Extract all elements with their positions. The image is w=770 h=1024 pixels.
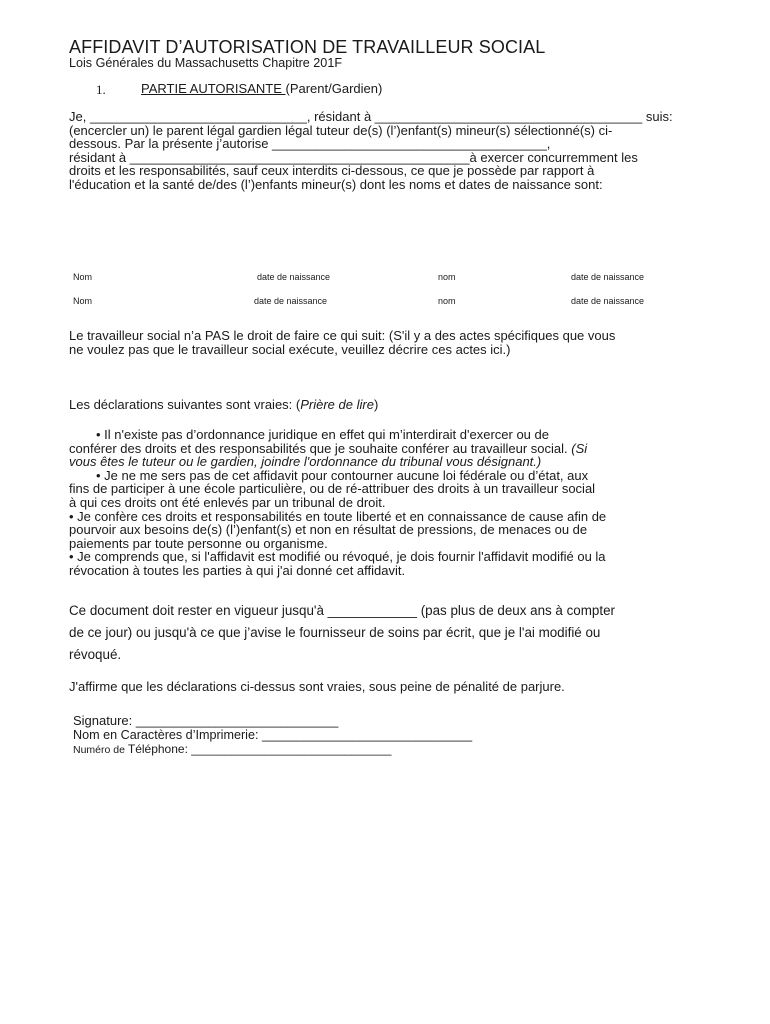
authorization-paragraph <box>69 110 673 192</box>
phone-number-line <box>73 742 391 756</box>
child-birthdate-label: date de naissance <box>257 272 331 282</box>
declaration-italic: vous êtes le tuteur ou le gardien, joindre l'ordonnance du tribunal vous désignant.) <box>69 454 542 470</box>
section-title-rest: (Parent/Gardien) <box>285 81 383 96</box>
child-name-label: Nom <box>73 272 93 282</box>
declarations-intro <box>69 397 378 412</box>
section-title-underlined: PARTIE AUTORISANTE <box>141 81 286 96</box>
child-name-label: nom <box>438 296 456 306</box>
paragraph-line: l'éducation et la santé de/des (l’)enfants mineur(s) dont les noms et dates de naissance sont: <box>69 176 603 192</box>
child-birthdate-label: date de naissance <box>571 272 645 282</box>
affirmation-statement: J'affirme que les déclarations ci-dessus sont vraies, sous peine de pénalité de parjure. <box>69 679 565 694</box>
printed-name-line: Nom en Caractères d’Imprimerie: ______________________________ <box>73 728 473 742</box>
declaration-line: pourvoir aux besoins de(s) (l’)enfant(s) et non en résultat de pressions, de menaces ou de <box>69 522 588 538</box>
declaration-item <box>69 550 606 577</box>
paragraph-line: (encercler un) le parent légal gardien légal tuteur de(s) (l’)enfant(s) mineur(s) sélectionné(s) ci- <box>69 122 613 138</box>
declaration-item <box>69 469 606 510</box>
signature-line: Signature: ____________________________ <box>73 713 339 728</box>
declaration-line: • Je comprends que, si l'affidavit est modifié ou révoqué, je dois fournir l'affidavit modifié ou la <box>69 549 606 565</box>
section-title <box>141 81 382 96</box>
declarations-intro-close: ) <box>373 397 379 412</box>
declaration-line: à qui ces droits ont été enlevés par un tribunal de droit. <box>69 494 386 510</box>
declaration-line <box>69 455 606 469</box>
child-birthdate-label: date de naissance <box>254 296 328 306</box>
paragraph-line: de ce jour) ou jusqu'à ce que j’avise le fournisseur de soins par écrit, que je l'ai modifié ou <box>69 625 601 640</box>
declarations-intro-italic: Prière de lire <box>300 397 374 412</box>
declaration-line: fins de participer à une école particulière, ou de ré-attribuer des droits à un travailleur social <box>69 481 596 497</box>
restrictions-paragraph <box>69 329 615 356</box>
declarations-list <box>69 428 606 578</box>
declaration-item <box>69 510 606 551</box>
declaration-item <box>69 428 606 469</box>
declaration-line <box>69 442 606 456</box>
validity-paragraph <box>69 600 615 666</box>
declaration-italic: (Si <box>571 440 588 456</box>
declarations-intro-text: Les déclarations suivantes sont vraies: ( <box>69 397 301 412</box>
phone-label-rest: Téléphone: ______________________________ <box>127 742 392 756</box>
paragraph-line: Ce document doit rester en vigueur jusqu'à ____________ (pas plus de deux ans à compter <box>69 603 615 618</box>
paragraph-line: ne voulez pas que le travailleur social exécute, veuillez décrire ces actes ici.) <box>69 341 511 357</box>
declaration-line: • Je confère ces droits et responsabilités en toute liberté et en connaissance de cause afin de <box>69 508 607 524</box>
declaration-line: paiements par toute personne ou organisme. <box>69 535 328 551</box>
phone-label-prefix: Numéro de <box>73 744 128 756</box>
paragraph-line: droits et les responsabilités, sauf ceux interdits ci-dessous, ce que je possède par rapport à <box>69 163 595 179</box>
section-number: 1. <box>96 82 106 97</box>
paragraph-line: dessous. Par la présente j’autorise ______________________________________, <box>69 136 551 152</box>
paragraph-line: révoqué. <box>69 647 122 662</box>
child-name-label: Nom <box>73 296 93 306</box>
document-title: AFFIDAVIT D’AUTORISATION DE TRAVAILLEUR SOCIAL <box>69 37 546 57</box>
child-name-label: nom <box>438 272 456 282</box>
declaration-text: conférer des droits et des responsabilités que je souhaite conférer au travailleur social. <box>69 440 572 456</box>
declaration-line: • Je ne me sers pas de cet affidavit pour contourner aucune loi fédérale ou d’état, aux <box>96 467 589 483</box>
child-birthdate-label: date de naissance <box>571 296 645 306</box>
paragraph-line: résidant à _______________________________________________à exercer concurremment les <box>69 149 638 165</box>
paragraph-line: Je, ______________________________, résidant à _____________________________________ suis: <box>69 109 673 124</box>
declaration-line: • Il n'existe pas d’ordonnance juridique en effet qui m’interdirait d'exercer ou de <box>96 427 549 442</box>
document-subtitle: Lois Générales du Massachusetts Chapitre 201F <box>69 56 343 70</box>
paragraph-line: Le travailleur social n’a PAS le droit de faire ce qui suit: (S'il y a des actes spécifiques que vous <box>69 328 616 343</box>
declaration-line: révocation à toutes les parties à qui j'ai donné cet affidavit. <box>69 562 406 578</box>
